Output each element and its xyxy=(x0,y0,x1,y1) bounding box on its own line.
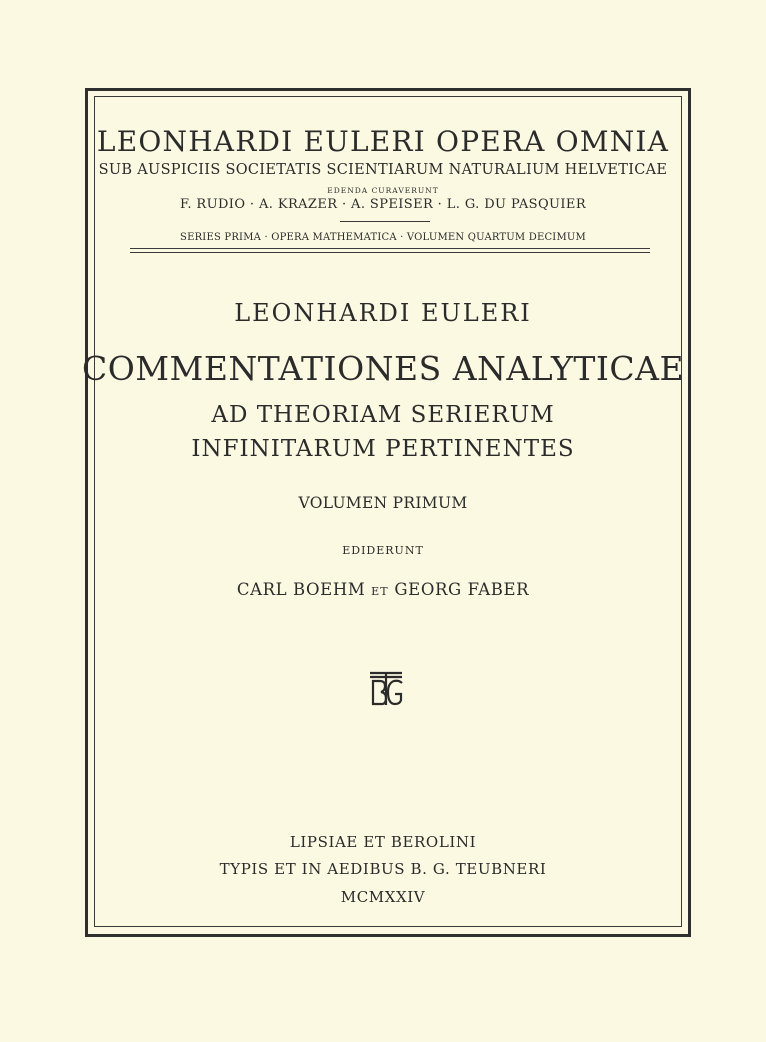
ediderunt-label: EDIDERUNT xyxy=(342,544,424,557)
editor-2: GEORG FABER xyxy=(394,580,530,599)
imprint-place: LIPSIAE ET BEROLINI xyxy=(289,833,477,851)
editor-1: CARL BOEHM xyxy=(236,580,366,599)
edenda-line: EDENDA CURAVERUNT xyxy=(327,186,439,195)
general-editors: F. RUDIO · A. KRAZER · A. SPEISER · L. G. DU PASQUIER xyxy=(179,197,587,212)
double-rule-top xyxy=(130,248,650,249)
teubner-monogram-icon xyxy=(368,669,404,707)
work-subtitle-2: INFINITARUM PERTINENTES xyxy=(191,436,575,462)
work-title: COMMENTATIONES ANALYTICAE xyxy=(81,349,685,388)
author-name: LEONHARDI EULERI xyxy=(234,299,532,327)
auspices-line: SUB AUSPICIIS SOCIETATIS SCIENTIARUM NATURALIUM HELVETICAE xyxy=(98,162,668,178)
et-conjunction: ET xyxy=(371,585,389,598)
work-subtitle-1: AD THEORIAM SERIERUM xyxy=(211,402,555,428)
volume-editors xyxy=(0,580,766,599)
imprint-publisher: TYPIS ET IN AEDIBUS B. G. TEUBNERI xyxy=(219,860,547,878)
series-volume-line: SERIES PRIMA · OPERA MATHEMATICA · VOLUMEN QUARTUM DECIMUM xyxy=(180,232,586,243)
short-rule xyxy=(340,221,430,222)
imprint-year: MCMXXIV xyxy=(340,888,426,906)
double-rule-bottom xyxy=(130,252,650,253)
series-title: LEONHARDI EULERI OPERA OMNIA xyxy=(96,125,670,158)
volume-label: VOLUMEN PRIMUM xyxy=(298,494,468,512)
